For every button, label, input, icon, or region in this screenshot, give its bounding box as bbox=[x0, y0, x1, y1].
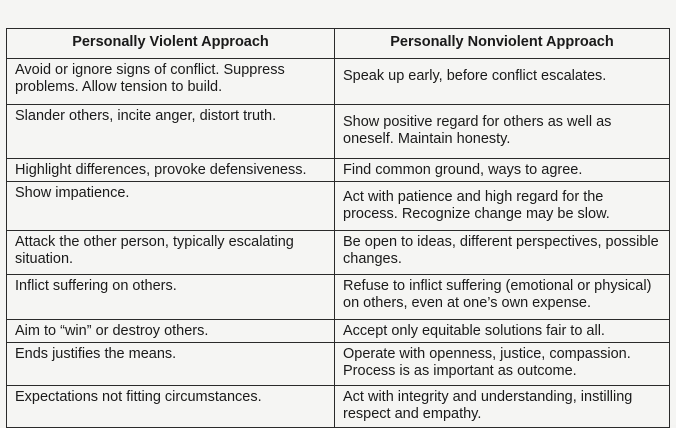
violent-cell: Highlight differences, provoke defensiveness. bbox=[7, 159, 335, 182]
nonviolent-cell: Be open to ideas, different perspectives, possible changes. bbox=[335, 231, 670, 275]
table-row bbox=[7, 105, 670, 159]
table-row bbox=[7, 59, 670, 105]
violent-cell: Attack the other person, typically escalating situation. bbox=[7, 231, 335, 275]
table-body bbox=[7, 59, 670, 428]
violent-cell: Expectations not fitting circumstances. bbox=[7, 386, 335, 428]
table-row bbox=[7, 159, 670, 182]
violent-cell: Inflict suffering on others. bbox=[7, 275, 335, 320]
table-row bbox=[7, 182, 670, 231]
violent-cell: Slander others, incite anger, distort truth. bbox=[7, 105, 335, 159]
nonviolent-cell: Speak up early, before conflict escalates. bbox=[335, 59, 670, 105]
table-row bbox=[7, 343, 670, 386]
nonviolent-cell: Act with patience and high regard for the process. Recognize change may be slow. bbox=[335, 182, 670, 231]
nonviolent-cell: Accept only equitable solutions fair to all. bbox=[335, 320, 670, 343]
violent-cell: Avoid or ignore signs of conflict. Suppress problems. Allow tension to build. bbox=[7, 59, 335, 105]
table-header bbox=[7, 29, 670, 59]
violent-cell: Aim to “win” or destroy others. bbox=[7, 320, 335, 343]
violent-cell: Show impatience. bbox=[7, 182, 335, 231]
nonviolent-cell: Show positive regard for others as well as oneself. Maintain honesty. bbox=[335, 105, 670, 159]
nonviolent-cell: Operate with openness, justice, compassion. Process is as important as outcome. bbox=[335, 343, 670, 386]
approach-comparison-table bbox=[6, 28, 670, 428]
table-row bbox=[7, 386, 670, 428]
table-row bbox=[7, 320, 670, 343]
header-nonviolent-approach: Personally Nonviolent Approach bbox=[335, 29, 670, 59]
table-row bbox=[7, 275, 670, 320]
table-row bbox=[7, 231, 670, 275]
header-row bbox=[7, 29, 670, 59]
header-violent-approach: Personally Violent Approach bbox=[7, 29, 335, 59]
nonviolent-cell: Refuse to inflict suffering (emotional or physical) on others, even at one’s own expense. bbox=[335, 275, 670, 320]
violent-cell: Ends justifies the means. bbox=[7, 343, 335, 386]
nonviolent-cell: Find common ground, ways to agree. bbox=[335, 159, 670, 182]
nonviolent-cell: Act with integrity and understanding, instilling respect and empathy. bbox=[335, 386, 670, 428]
